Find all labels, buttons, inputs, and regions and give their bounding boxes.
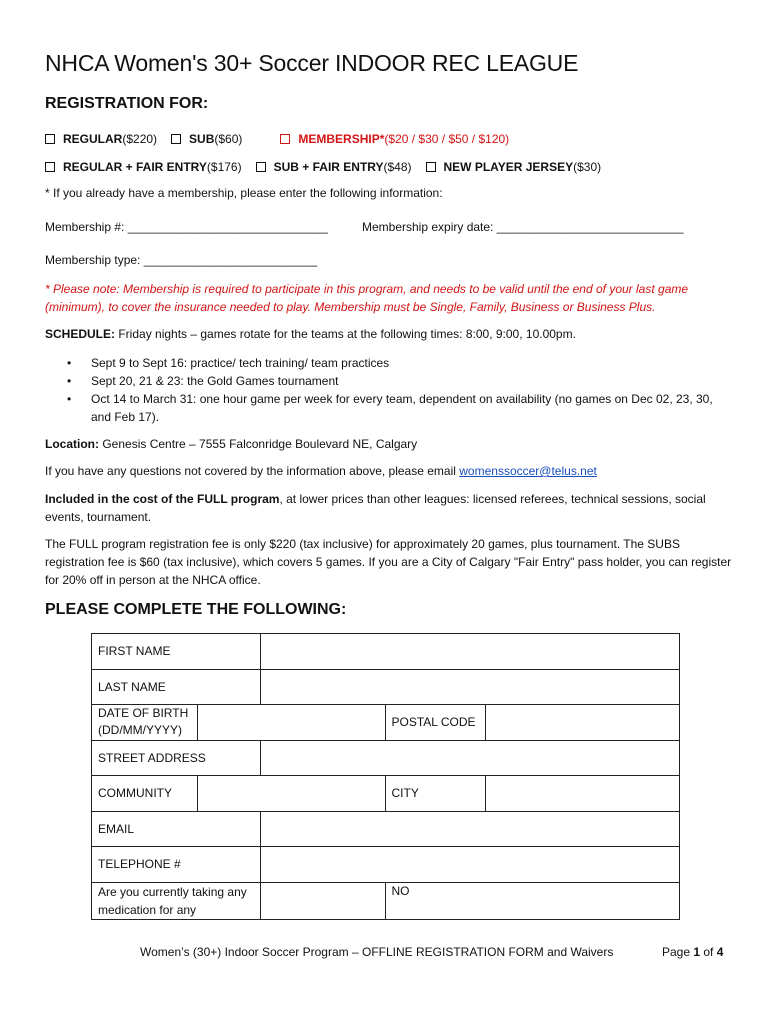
- option-sub-label: SUB: [189, 132, 215, 146]
- registration-options-row-1: [45, 132, 523, 146]
- option-regular-fair-entry-label: REGULAR + FAIR ENTRY: [63, 160, 207, 174]
- community-input[interactable]: [197, 776, 385, 812]
- table-row: [92, 811, 680, 847]
- included-paragraph: [45, 490, 735, 526]
- table-row: [92, 634, 680, 670]
- dob-label-line-2: (DD/MM/YYYY): [98, 723, 182, 738]
- included-text: , at lower prices than other leagues: licensed referees, technical sessions, social events, tournament.: [45, 492, 706, 524]
- option-regular[interactable]: [45, 132, 157, 146]
- location-label: Location:: [45, 437, 99, 451]
- option-regular-label: REGULAR: [63, 132, 123, 146]
- email-input[interactable]: [260, 811, 679, 847]
- table-row: [92, 776, 680, 812]
- telephone-input[interactable]: [260, 847, 679, 883]
- checkbox-new-player-jersey[interactable]: [426, 162, 436, 172]
- option-sub-fair-entry[interactable]: [256, 160, 412, 174]
- page-title: NHCA Women's 30+ Soccer INDOOR REC LEAGUE: [45, 50, 579, 76]
- last-name-input[interactable]: [260, 669, 679, 705]
- registration-form-table: [91, 633, 680, 920]
- schedule-item: • Oct 14 to March 31: one hour game per week for every team, dependent on availability (no games on Dec 02, 23, 30, and Feb 17).: [45, 390, 725, 426]
- fee-paragraph: The FULL program registration fee is only $220 (tax inclusive) for approximately 20 games, plus tournament. The SUBS registration fee is $60 (tax inclusive), which covers 5 games. If you are a City of Calgary "Fair Entry" pass holder, you can register for 20% off in person at the NHCA office.: [45, 537, 732, 587]
- street-address-label: STREET ADDRESS: [92, 740, 261, 776]
- membership-type-field[interactable]: Membership type: __________________________: [45, 253, 318, 267]
- page-current: 1: [693, 945, 701, 959]
- option-regular-price: ($220): [122, 132, 158, 146]
- first-name-label: FIRST NAME: [92, 634, 261, 670]
- table-row: [92, 740, 680, 776]
- option-membership-price: ($20 / $30 / $50 / $120): [384, 132, 510, 146]
- table-row: [92, 669, 680, 705]
- footer-text: Women’s (30+) Indoor Soccer Program – OFFLINE REGISTRATION FORM and Waivers: [140, 945, 614, 959]
- option-regular-fair-entry-price: ($176): [206, 160, 242, 174]
- city-label: CITY: [385, 776, 486, 812]
- email-label: EMAIL: [92, 811, 261, 847]
- medication-checkbox-cell[interactable]: [260, 882, 385, 919]
- checkbox-sub[interactable]: [171, 134, 181, 144]
- schedule-item: • Sept 9 to Sept 16: practice/ tech training/ team practices: [45, 354, 725, 372]
- schedule-label: SCHEDULE:: [45, 327, 116, 341]
- telephone-label: TELEPHONE #: [92, 847, 261, 883]
- postal-code-label: POSTAL CODE: [385, 705, 486, 741]
- option-sub-fair-entry-price: ($48): [383, 160, 412, 174]
- complete-heading: PLEASE COMPLETE THE FOLLOWING:: [45, 601, 347, 618]
- option-new-player-jersey-label: NEW PLAYER JERSEY: [443, 160, 574, 174]
- dob-input[interactable]: [197, 705, 385, 741]
- location-paragraph: [45, 435, 735, 453]
- location-text: Genesis Centre – 7555 Falconridge Boulevard NE, Calgary: [99, 437, 418, 451]
- schedule-text: Friday nights – games rotate for the teams at the following times: 8:00, 9:00, 10.00pm.: [115, 327, 576, 341]
- dob-label: [92, 705, 198, 741]
- city-input[interactable]: [486, 776, 680, 812]
- table-row: [92, 705, 680, 741]
- page-of: of: [700, 945, 717, 959]
- checkbox-sub-fair-entry[interactable]: [256, 162, 266, 172]
- street-address-input[interactable]: [260, 740, 679, 776]
- option-membership[interactable]: [280, 132, 509, 146]
- membership-info-text: * If you already have a membership, please enter the following information:: [45, 186, 443, 200]
- registration-options-row-2: [45, 160, 615, 174]
- medication-question: Are you currently taking any medication for any: [92, 882, 261, 919]
- page-prefix: Page: [662, 945, 694, 959]
- schedule-item: • Sept 20, 21 & 23: the Gold Games tournament: [45, 372, 725, 390]
- table-row: [92, 882, 680, 919]
- first-name-input[interactable]: [260, 634, 679, 670]
- medication-no-option[interactable]: NO: [385, 882, 679, 919]
- option-new-player-jersey-price: ($30): [573, 160, 602, 174]
- questions-paragraph: [45, 462, 735, 480]
- option-sub[interactable]: [171, 132, 242, 146]
- checkbox-membership[interactable]: [280, 134, 290, 144]
- checkbox-regular[interactable]: [45, 134, 55, 144]
- questions-text: If you have any questions not covered by the information above, please email: [45, 464, 460, 478]
- table-row: [92, 847, 680, 883]
- dob-label-line-1: DATE OF BIRTH: [98, 706, 189, 721]
- option-membership-label: MEMBERSHIP*: [298, 132, 385, 146]
- schedule-paragraph: [45, 325, 735, 343]
- email-link[interactable]: womenssoccer@telus.net: [459, 464, 597, 478]
- community-label: COMMUNITY: [92, 776, 198, 812]
- option-sub-fair-entry-label: SUB + FAIR ENTRY: [273, 160, 384, 174]
- postal-code-input[interactable]: [486, 705, 680, 741]
- option-new-player-jersey[interactable]: [426, 160, 602, 174]
- schedule-list: [45, 354, 725, 426]
- checkbox-regular-fair-entry[interactable]: [45, 162, 55, 172]
- membership-number-field[interactable]: Membership #: ______________________________: [45, 220, 328, 234]
- included-label: Included in the cost of the FULL program: [45, 492, 280, 506]
- option-regular-fair-entry[interactable]: [45, 160, 242, 174]
- option-sub-price: ($60): [214, 132, 243, 146]
- membership-note: * Please note: Membership is required to participate in this program, and needs to be valid until the end of your last game (minimum), to cover the insurance needed to play. Membership must be Single, Family, Business or Business Plus.: [45, 282, 689, 314]
- registration-heading: REGISTRATION FOR:: [45, 95, 209, 112]
- page-number: [662, 945, 723, 959]
- page-total: 4: [716, 945, 724, 959]
- last-name-label: LAST NAME: [92, 669, 261, 705]
- membership-expiry-field[interactable]: Membership expiry date: ____________________________: [362, 220, 684, 234]
